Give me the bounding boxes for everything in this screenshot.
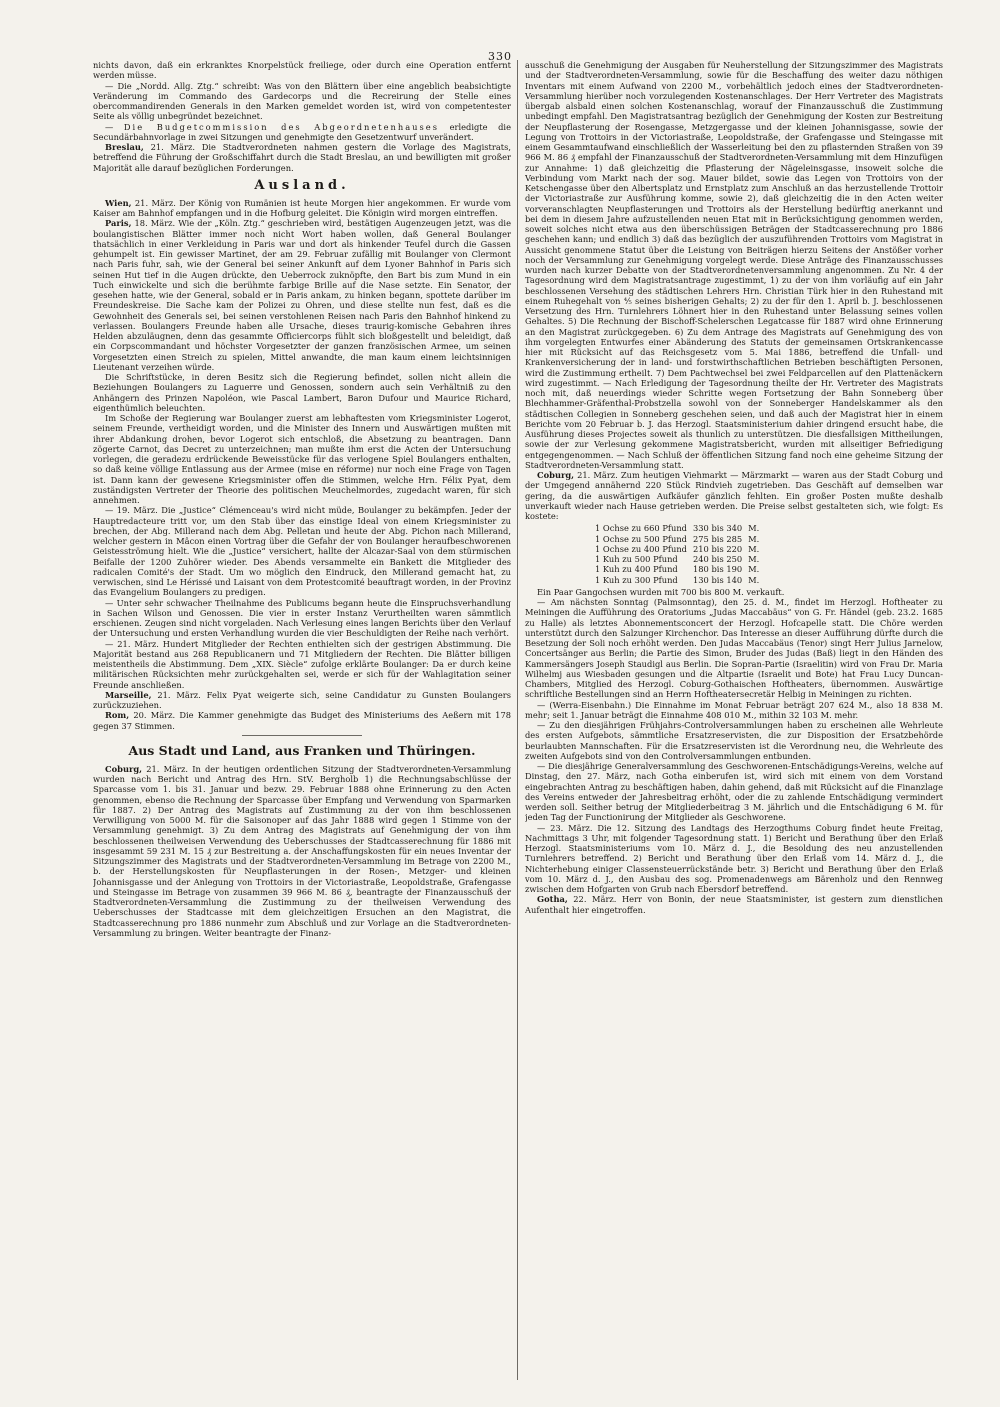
table-cell: M. (748, 523, 760, 534)
paragraph (525, 470, 943, 521)
paragraph: Die Schriftstücke, in deren Besitz sich die Regierung befindet, sollen nicht allein die Beziehungen Boulangers zu Laguerre und Genossen, sondern auch sein Verhältniß zu den Anhängern des Prinzen Napoléon, wie Pascal Lambert, Baron Dufour und Maurice Richard, eigenthümlich beleuchten. (93, 372, 511, 413)
paragraph: — Die diesjährige Generalversammlung des Geschworenen-Entschädigungs-Vereins, welche auf Dinstag, den 27. März, nach Gotha einberufen ist, wird sich mit einem von dem Vorstand eingebrachten Antrag zu beschäftigen haben, dahin gehend, daß mit Rücksicht auf die Finanzlage des Vereins entweder der Jahresbeitrag erhöht, oder die zu zahlende Entschädigung vermindert werden soll. Seither betrug der Mitgliederbeitrag 3 M. jährlich und die Entschädigung 6 M. für jeden Tag der Functionirung der Mitglieder als Geschworene. (525, 761, 943, 823)
dateline: Paris, (105, 218, 132, 229)
paragraph (525, 894, 943, 915)
paragraph: — Am nächsten Sonntag (Palmsonntag), den 25. d. M., findet im Herzogl. Hoftheater zu Meiningen die Aufführung des Oratoriums „Judas Maccabäus“ von G. Fr. Händel (geb. 23.2. 1685 zu Halle) als letztes Abonnementsconcert der Herzogl. Hofcapelle statt. Die Chöre werden unterstützt durch den Salzunger Kirchenchor. Das Interesse an dieser Aufführung dürfte durch die Besetzung der Soli noch erhöht werden. Den Judas Maccabäus (Tenor) singt Herr Julius Jarnelow, Concertsänger aus Berlin; die Partie des Simon, Bruder des Judas (Baß) liegt in den Händen des Kammersängers Joseph Staudigl aus Berlin. Die Sopran-Partie (Israelitin) wird von Frau Dr. Maria Wilhelmj aus Wiesbaden gesungen und die Altpartie (Israelit und Bote) hat Frau Lucy Duncan-Chambers, Mitglied des Herzogl. Coburg-Gothaischen Hoftheaters, übernommen. Auswärtige schriftliche Bestellungen sind an Herrn Hoftheatersecretär Helbig in Meiningen zu richten. (525, 597, 943, 700)
table-cell: M. (748, 533, 760, 544)
table-cell: 180 bis 190 (693, 564, 743, 575)
paragraph (93, 198, 511, 219)
paragraph-text: 21. März. Die Stadtverordneten nahmen gestern die Vorlage des Magistrats, betreffend die Führung der Großschiffahrt durch die Stadt Breslau, an und bewilligten mit großer Majorität alle darauf bezüglichen Forderungen. (93, 142, 511, 173)
paragraph (93, 710, 511, 731)
paragraph-text: 21. März. Zum heutigen Viehmarkt — Märzmarkt — waren aus der Stadt Coburg und der Umgegend annähernd 220 Stück Rindvieh zugetrieben. Das Geschäft auf demselben war gering, da die auswärtigen Aufkäufer gänzlich fehlten. Ein großer Posten mußte deshalb unverkauft wieder nach Hause getrieben werden. Die Preise selbst gestalteten sich, wie folgt: Es kostete: (525, 470, 943, 521)
dateline: Wien, (105, 197, 132, 208)
right-column (525, 60, 943, 1380)
divider (242, 735, 362, 736)
table-cell: M. (748, 543, 760, 554)
left-column (93, 60, 511, 1380)
section-heading-stadt-land: Aus Stadt und Land, aus Franken und Thüringen. (128, 742, 476, 758)
paragraph (93, 690, 511, 711)
table-cell: M. (748, 564, 760, 575)
paragraph: — 23. März. Die 12. Sitzung des Landtags des Herzogthums Coburg findet heute Freitag, Nachmittags 3 Uhr, mit folgender Tagesordnung statt. 1) Bericht und Berathung über den Erlaß Herzogl. Staatsministeriums vom 10. März d. J., die Besoldung des neu anzustellenden Turnlehrers betreffend. 2) Bericht und Berathung über den Erlaß vom 14. März d. J., die Nichterhebung einiger Classensteuerrückstände betr. 3) Bericht und Berathung über den Erlaß vom 10. März d. J., den Ausbau des sog. Promenadenwegs am Bärenholz und den Rennweg zwischen dem Hofgarten von Grub nach Ebersdorf betreffend. (525, 822, 943, 894)
dateline: Rom, (105, 710, 130, 721)
dateline: Gotha, (537, 894, 568, 905)
table-cell: 275 bis 285 (693, 533, 743, 544)
spaced-phrase: Die Budgetcommission des Abgeordnetenhauses (123, 121, 439, 132)
paragraph-text: 22. März. Herr von Bonin, der neue Staatsminister, ist gestern zum dienstlichen Aufenthalt hier eingetroffen. (525, 894, 943, 915)
paragraph (93, 142, 511, 173)
table-cell: 1 Kuh zu 300 Pfund (595, 574, 678, 585)
table-cell: 240 bis 250 (693, 554, 743, 564)
dateline: Marseille, (105, 689, 152, 700)
paragraph-text: 21. März. In der heutigen ordentlichen Sitzung der Stadtverordneten-Versammlung wurden nach Bericht und Antrag des Hrn. StV. Bergholb 1) die Rechnungsabschlüsse der Sparcasse vom 1. bis 31. Januar und bezw. 29. Februar 1888 ohne Erinnerung zu den Acten genommen, ebenso die Rechnung der Sparcasse über Empfang und Verwendung von Sparmarken für 1887. 2) Der Antrag des Magistrats auf Zustimmung zu der von ihm beschlossenen Verwilligung von 5000 M. für die Saisonoper auf das Jahr 1888 wird gegen 1 Stimme von der Versammlung genehmigt. 3) Zu dem Antrag des Magistrats auf Genehmigung der von ihm beschlossenen theilweisen Verwendung des Ueberschusses der Stadtcasserechnung für 1886 mit insgesammt 59 231 M. 15 ₰ zur Bestreitung a. der Anschaffungskosten für ein neues Inventar der Sitzungszimmer des Magistrats und der Stadtverordneten-Versammlung im Betrage von 2200 M., b. der Herstellungskosten für Neupflasterungen in der Rosen-, Metzger- und kleinen Johannisgasse und der Anlegung von Trottoirs in der Victoriastraße, Leopoldstraße, Grafengasse und Steingasse im Betrage von zusammen 39 966 M. 86 ₰, beantragte der Finanzausschuß der Stadtverordneten-Versammlung die Zustimmung zu der theilweisen Verwendung des Ueberschusses der Stadtcasse mit dem gleichzeitigen Ersuchen an den Magistrat, die Stadtcasserechnung pro 1886 nunmehr zum Abschluß und zur Vorlage an die Stadtverordneten-Versammlung zu bringen. Weiter beantragte der Finanz- (93, 763, 511, 938)
table-cell: M. (748, 554, 760, 564)
dateline: Coburg, (537, 470, 575, 480)
paragraph (93, 764, 511, 938)
paragraph (93, 218, 511, 372)
dateline: Breslau, (105, 142, 144, 152)
paragraph: — Die „Nordd. Allg. Ztg.“ schreibt: Was von den Blättern über eine angeblich beabsichtigte Veränderung im Commando des Gardecorps und die Recreirung der Stelle eines obercommandirenden Generals in den Marken gemeldet worden ist, wird von competentester Seite als völlig unbegründet bezeichnet. (93, 80, 511, 122)
column-rule (517, 60, 518, 1380)
table-cell: 330 bis 340 (693, 523, 743, 534)
paragraph: Im Schoße der Regierung war Boulanger zuerst am lebhaftesten vom Kriegsminister Logerot, seinem Freunde, vertheidigt worden, und die Minister des Innern und Auswärtigen mußten mit ihrer Abdankung drohen, bevor Logerot sich entschloß, die Absetzung zu beantragen. Dann zögerte Carnot, das Decret zu unterzeichnen; man mußte ihm erst die Acten der Untersuchung vorlegen, die geradezu erdrückende Beweisstücke für das verlogene Spiel Boulangers enthalten, so daß keine völlige Entlassung aus der Armee (mise en réforme) nur noch eine Frage von Tagen ist. Dann kann der gewesene Kriegsminister offen die Stimmen, welche Hrn. Félix Pyat, dem zuständigsten Vertreter der Theorie des politischen Meuchelmordes, zugedacht waren, für sich annehmen. (93, 413, 511, 505)
table-cell: 1 Ochse zu 400 Pfund (595, 543, 687, 554)
table-row (595, 554, 765, 564)
table-cell: 1 Kuh zu 400 Pfund (595, 564, 678, 575)
paragraph: Ein Paar Gangochsen wurden mit 700 bis 800 M. verkauft. (537, 586, 785, 597)
paragraph: — 21. März. Hundert Mitglieder der Rechten enthielten sich der gestrigen Abstimmung. Die Majorität bestand aus 268 Republicanern und 71 Mitgliedern der Rechten. Die Blätter billigen meistentheils die Abstimmung. Dem „XIX. Siècle“ zufolge erklärte Boulanger: Da er durch keine militärischen Rücksichten mehr zurückgehalten sei, werde er sich für der Wahlagitation seiner Freunde anschließen. (93, 638, 511, 690)
paragraph: nichts davon, daß ein erkranktes Knorpelstück freiliege, oder durch eine Operation entfernt werden müsse. (93, 60, 511, 81)
paragraph-text: 18. März. Wie der „Köln. Ztg.“ geschrieben wird, bestätigen Augenzeugen jetzt, was die boulangistischen Blätter immer noch nicht Wort haben wollen, daß General Boulanger thatsächlich in einer Verkleidung in Paris war und dort als hinkender Teufel durch die Gassen gehumpelt ist. Ein gewisser Martinet, der am 29. Februar zufällig mit Boulanger von Clermont nach Paris fuhr, sah, wie der General bei seiner Ankunft auf dem Lyoner Bahnhof in Paris sich seinen Hut tief in die Augen drückte, den Ueberrock zuknöpfte, den Bart bis zum Mund in ein Tuch einwickelte und sich die berühmte farbige Brille auf die Nase setzte. Ein Senator, der gesehen hatte, wie der General, sobald er in Paris ankam, zu hinken begann, spottete darüber im Freundeskreise. Die Sache kam der Polizei zu Ohren, und diese stellte nun fest, daß es die Gewohnheit des Generals sei, bei seinen verstohlenen Reisen nach Paris den Bahnhof hinkend zu verlassen. Boulangers Freunde haben alle Ursache, dieses traurig-komische Gebahren ihres Helden abzuläugnen, denn das gesammte Officiercorps fühlt sich bloßgestellt und beleidigt, daß ein Corpscommandant und höchster Vorgesetzter der ganzen französischen Armee, um seinen Vorgesetzten einen Streich zu spielen, Mittel anwandte, die man kaum einem leichtsinnigen Lieutenant verzeihen würde. (93, 218, 511, 372)
table-cell: 1 Ochse zu 500 Pfund (595, 533, 687, 544)
paragraph-text: 20. März. Die Kammer genehmigte das Budget des Ministeriums des Aeßern mit 178 gegen 37 Stimmen. (93, 710, 511, 731)
table-cell: M. (748, 574, 760, 585)
paragraph: — Die Budgetcommission des Abgeordnetenhauses erledigte die Secundärbahnvorlage in zwei Sitzungen und genehmigte den Gesetzentwurf unverändert. (93, 121, 511, 142)
page-number: 330 (488, 50, 512, 63)
paragraph: — 19. März. Die „Justice“ Clémenceau's wird nicht müde, Boulanger zu bekämpfen. Jeder der Hauptredacteure tritt vor, um den Stab über das einstige Ideal von einem Kriegsminister zu brechen, der Abg. Millerand nach dem Abg. Pelletan und heute der Abg. Pichon nach Millerand, welcher gestern in Mâcon einen Vortrag über die Gefahr der von Boulanger heraufbeschworenen Geistesströmung hielt. Wie die „Justice“ versichert, hallte der Alcazar-Saal von dem stürmischen Beifalle der 1200 Zuhörer wieder. Des Abends versammelte ein Bankett die Mitglieder des radicalen Comité's der Stadt. Um wo möglich den Eindruck, den Millerand gemacht hat, zu verwischen, sind Le Hérissé und Laisant von dem Protestcomité beauftragt worden, in der Provinz das Evangelium Boulangers zu predigen. (93, 505, 511, 598)
table-row (595, 564, 765, 574)
paragraph: ausschuß die Genehmigung der Ausgaben für Neuherstellung der Sitzungszimmer des Magistrats und der Stadtverordneten-Versammlung, sowie für die Beschaffung des weiter dazu nöthigen Inventars mit einem Aufwand von 2200 M., vorbehältlich jedoch eines der Stadtverordneten-Versammlung hierüber noch vorzulegenden Kostenanschlages. Der Herr Vertreter des Magistrats übergab alsbald einen solchen Kostenanschlag, worauf der Finanzausschuß die Zustimmung unbedingt empfahl. Den Magistratsantrag bezüglich der Genehmigung der Kosten zur Bestreitung der Neupflasterung der Rosengasse, Metzgergasse und der kleinen Johannisgasse, sowie der Legung von Trottoirs in der Victoriastraße, Leopoldstraße, der Grafengasse und Steingasse mit einem Gesammtaufwand einschließlich der Wasserleitung bei den zu pflasternden Straßen von 39 966 M. 86 ₰ empfahl der Finanzausschuß der Stadtverordneten-Versammlung mit dem Hinzufügen zur Annahme: 1) daß gleichzeitig die Pflasterung der Nägeleinsgasse, insoweit solche die Verbindung vom Markt nach der sog. Mauer bildet, sowie das Legen von Trottoirs von der Ketschengasse über den Albertsplatz und Ernstplatz zum Anschluß an das herzustellende Trottoir der Victoriastraße zur Ausführung komme, sowie 2), daß gleichzeitig die in den Acten weiter vorveranschlagten Neupflasterungen und Trottoirs als der Herstellung bedürftig anerkannt und bei dem in diesem Jahre aufzustellenden neuen Etat mit in Berücksichtigung genommen werden, soweit solches nicht etwa aus den überschüssigen Beträgen der Stadtcasserechnung pro 1886 geschehen kann; und endlich 3) daß das bezüglich der auszuführenden Trottoirs vom Magistrat in Aussicht genommene Statut über die Leistung von Beiträgen hierzu Seitens der Anstößer vorher noch der Versammlung zur Genehmigung vorgelegt werde. Diese Anträge des Finanzausschusses wurden nach kurzer Debatte von der Stadtverordnetenversammlung angenommen. Zu Nr. 4 der Tagesordnung wird dem Magistratsantrage zugestimmt, 1) zu der von ihm vorläufig auf ein Jahr beschlossenen Versehung des städtischen Lehrers Hrn. Christian Türk hier in den Ruhestand mit einem Ruhegehalt von ⁴⁄₅ seines bisherigen Gehalts; 2) zu der für den 1. April b. J. beschlossenen Versetzung des Hrn. Turnlehrers Löhnert hier in den Ruhestand unter Belassung seines vollen Gehaltes. 5) Die Rechnung der Bischoff-Schelerschen Legatcasse für 1887 wird ohne Erinnerung an den Magistrat zurückgegeben. 6) Zu dem Antrage des Magistrats auf Genehmigung des von ihm vorgelegten Entwurfes einer Abänderung des Statuts der gemeinsamen Ortskrankencasse hier mit Rücksicht auf das Reichsgesetz vom 5. Mai 1886, betreffend die Unfall- und Krankenversicherung der in land- und forstwirthschaftlichen Betrieben beschäftigten Personen, wird die Zustimmung ertheilt. 7) Dem Pachtwechsel bei zwei Feldparcellen auf den Plattenäckern wird zugestimmt. — Nach Erledigung der Tagesordnung theilte der Hr. Vertreter des Magistrats noch mit, daß neuerdings wieder Schritte wegen Fortsetzung der Bahn Sonneberg über Blechhammer-Gräfenthal-Probstzella sowohl von der Sonneberger Handelskammer als den städtischen Collegien in Sonneberg geschehen seien, und daß auch der Magistrat hier in einem Berichte vom 20 Februar b. J. das Herzogl. Staatsministerium dahier dringend ersucht habe, die Ausführung dieses Projectes soweit als thunlich zu unterstützen. Die diesfallsigen Mittheilungen, sowie der zur Verlesung gekommene Magistratsbericht, wurden mit allseitiger Befriedigung entgegengenommen. — Nach Schluß der öffentlichen Sitzung fand noch eine geheime Sitzung der Stadtverordneten-Versammlung statt. (525, 60, 943, 470)
table-row (595, 575, 765, 585)
table-cell: 1 Kuh zu 500 Pfund (595, 554, 678, 564)
section-heading-ausland: Ausland. (254, 177, 350, 193)
paragraph-text: 21. März. Felix Pyat weigerte sich, seine Candidatur zu Gunsten Boulangers zurückzuziehen. (93, 689, 511, 710)
cattle-price-table (595, 523, 765, 585)
paragraph: — Unter sehr schwacher Theilnahme des Publicums begann heute die Einspruchsverhandlung in Sachen Wilson und Genossen. Die vier in erster Instanz Verurtheilten waren sämmtlich erschienen. Zeugen sind nicht vorgeladen. Nach Verlesung eines langen Berichts über den Verlauf der Untersuchung und ersten Verhandlung wurden die vier Beschuldigten der Reihe nach verhört. (93, 597, 511, 639)
table-row (595, 544, 765, 554)
dateline: Coburg, (105, 763, 143, 774)
table-cell: 130 bis 140 (693, 574, 743, 585)
paragraph: — (Werra-Eisenbahn.) Die Einnahme im Monat Februar beträgt 207 624 M., also 18 838 M. mehr; seit 1. Januar beträgt die Einnahme 408 010 M., mithin 32 103 M. mehr. (525, 699, 943, 720)
paragraph-text: 21. März. Der König von Rumänien ist heute Morgen hier angekommen. Er wurde vom Kaiser am Bahnhof empfangen und in die Hofburg geleitet. Die Königin wird morgen eintreffen. (93, 197, 511, 218)
paragraph: — Zu den diesjährigen Frühjahrs-Controlversammlungen haben zu erscheinen alle Wehrleute des ersten Aufgebots, sämmtliche Ersatzreservisten, die zur Disposition der Ersatzbehörde beurlaubten Mannschaften. Für die Ersatzreservisten ist die Verordnung neu, die Wehrleute des zweiten Aufgebots sind von den Controlversammlungen entbunden. (525, 720, 943, 761)
paragraph-text: erledigte die Secundärbahnvorlage in zwei Sitzungen und genehmigte den Gesetzentwurf unverändert. (93, 121, 511, 142)
table-cell: 210 bis 220 (693, 543, 743, 554)
table-row (595, 523, 765, 533)
table-cell: 1 Ochse zu 660 Pfund (595, 523, 687, 534)
table-row (595, 534, 765, 544)
